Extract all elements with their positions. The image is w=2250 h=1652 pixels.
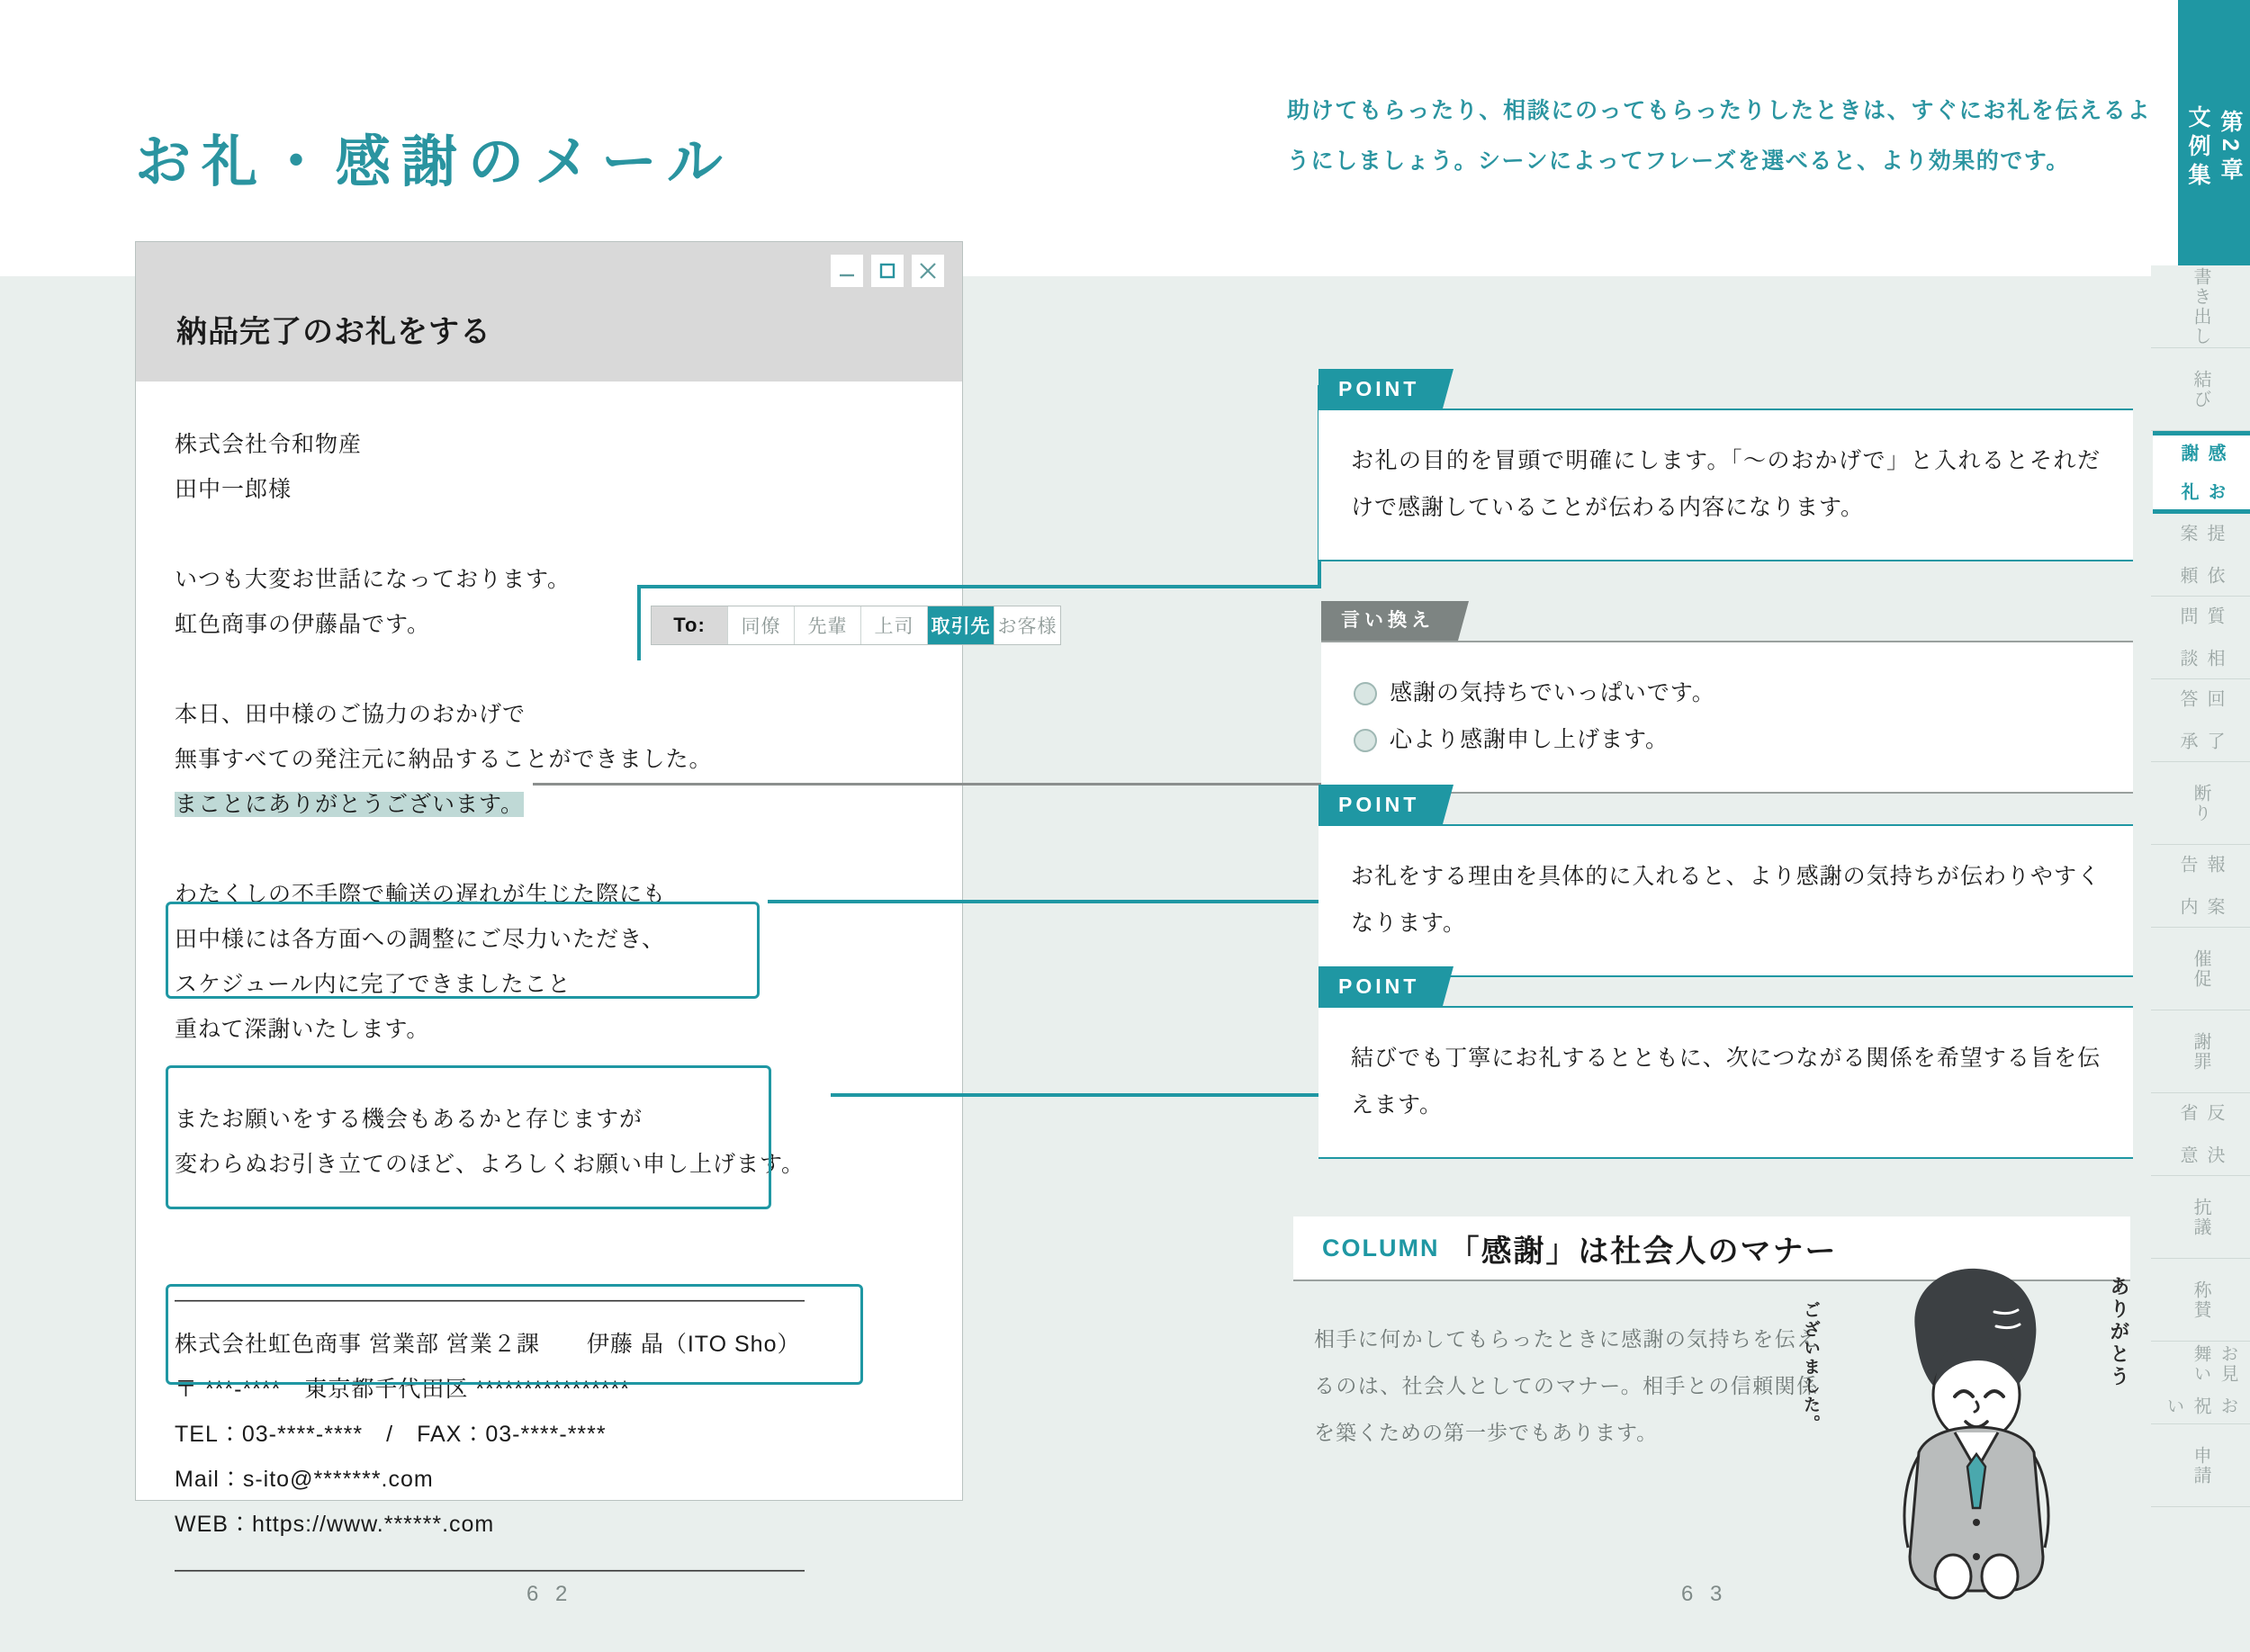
page-number-left: 6 2 xyxy=(526,1582,573,1606)
rail-item-lines xyxy=(2174,845,2228,927)
rail-item-label: 相談 xyxy=(2177,649,2224,669)
column-title: 「感謝」は社会人のマナー xyxy=(1448,1234,1838,1269)
minimize-icon[interactable] xyxy=(831,255,863,287)
rail-item-12[interactable] xyxy=(2151,1259,2250,1342)
signature-line-1: 株式会社虹色商事 営業部 営業２課 伊藤 晶（ITO Sho） xyxy=(175,1332,801,1357)
signature-rule-bottom: ―――――――――――――――――――――――――――― xyxy=(175,1557,805,1582)
rail-item-label: お見舞い xyxy=(2191,1343,2237,1384)
box2-line-3: スケジュール内に完了できましたこと xyxy=(175,972,572,997)
rail-item-8[interactable] xyxy=(2151,928,2250,1010)
box1-line-2: 無事すべての発注元に納品することができました。 xyxy=(175,747,713,772)
after-box2-line: 重ねて深謝いたします。 xyxy=(175,1017,430,1042)
rail-item-6[interactable] xyxy=(2151,762,2250,845)
rail-item-list xyxy=(2151,265,2250,1652)
signature-line-2: 〒 ***-**** 東京都千代田区 **************** xyxy=(175,1377,630,1402)
body-spacer-3 xyxy=(175,827,931,872)
rail-item-label: 質問 xyxy=(2177,606,2224,626)
point-text-1: お礼の目的を冒頭で明確にします。「〜のおかげで」と入れるとそれだけで感謝していることが伝わる内容になります。 xyxy=(1351,448,2101,520)
rail-item-label: 決意 xyxy=(2177,1145,2224,1166)
rail-item-label: 催促 xyxy=(2191,948,2210,989)
page-number-right: 6 3 xyxy=(1681,1582,1728,1606)
rail-item-4[interactable] xyxy=(2151,597,2250,679)
rail-item-lines xyxy=(2174,514,2228,596)
chapter-number: 第2章 xyxy=(2218,110,2243,186)
rail-item-lines xyxy=(2160,1342,2241,1423)
chapter-label: 文例集 xyxy=(2185,104,2210,192)
iikae-phrase-2: 心より感謝申し上げます。 xyxy=(1390,727,1670,752)
point-card-3 xyxy=(1318,1006,2133,1159)
rail-item-label: 了承 xyxy=(2177,732,2224,752)
to-tab-doryo[interactable]: 同僚 xyxy=(727,606,794,644)
rail-item-label: 結び xyxy=(2191,369,2210,409)
page-description: 助けてもらったり、相談にのってもらったりしたときは、すぐにお礼を伝えるようにしましょう。シーンによってフレーズを選べると、より効果的です。 xyxy=(1287,98,2151,174)
to-label: To: xyxy=(652,606,727,644)
connector-box3-to-point3-horiz xyxy=(831,1093,1324,1097)
greeting-line-2: 虹色商事の伊藤晶です。 xyxy=(175,612,431,637)
illustration-text-gozaimashita: ございました。 xyxy=(1801,1301,1820,1433)
iikae-phrase-row-1 xyxy=(1354,669,2101,716)
rail-item-label: 感謝 xyxy=(2178,443,2225,463)
highlight-span: まことにありがとうございます。 xyxy=(175,792,525,817)
to-tab-senpai[interactable]: 先輩 xyxy=(794,606,860,644)
close-icon[interactable] xyxy=(912,255,944,287)
bowing-person-illustration xyxy=(1801,1260,2130,1620)
point-card-2 xyxy=(1318,824,2133,977)
rail-item-10[interactable] xyxy=(2151,1093,2250,1176)
connector-highlight-to-iikae-horiz xyxy=(533,783,1325,786)
rail-item-5[interactable] xyxy=(2151,679,2250,762)
rail-item-label: 抗議 xyxy=(2191,1197,2210,1237)
bowing-person-svg xyxy=(1818,1260,2115,1620)
iikae-tag: 言い換え xyxy=(1321,601,1458,641)
body-spacer-2 xyxy=(175,647,931,692)
point-tag-2: POINT xyxy=(1318,785,1443,824)
highlighted-thanks-line xyxy=(175,782,931,827)
point-text-3: 結びでも丁寧にお礼するとともに、次につながる関係を希望する旨を伝えます。 xyxy=(1351,1046,2101,1118)
point-tag-3: POINT xyxy=(1318,966,1443,1006)
rail-item-label: 書き出し xyxy=(2191,266,2210,346)
column-body-text: 相手に何かしてもらったときに感謝の気持ちを伝えるのは、社会人としてのマナー。相手との信頼関係を築くための第一歩でもあります。 xyxy=(1314,1327,1818,1444)
box3-line-2: 変わらぬお引き立てのほど、よろしくお願い申し上げます。 xyxy=(175,1152,806,1177)
box2-line-2: 田中様には各方面への調整にご尽力いただき、 xyxy=(175,927,666,952)
rail-item-label: お祝い xyxy=(2164,1396,2237,1417)
rail-item-label: 報告 xyxy=(2177,854,2224,875)
rail-item-label: 依頼 xyxy=(2177,566,2224,587)
point-text-2: お礼をする理由を具体的に入れると、より感謝の気持ちが伝わりやすくなります。 xyxy=(1351,864,2101,936)
column-label: COLUMN xyxy=(1322,1234,1440,1261)
iikae-phrase-row-2 xyxy=(1354,716,2101,763)
to-tab-joshi[interactable]: 上司 xyxy=(860,606,927,644)
rail-item-label: 断り xyxy=(2191,783,2210,823)
box3-line-1: またお願いをする機会もあるかと存じますが xyxy=(175,1107,644,1132)
maximize-icon[interactable] xyxy=(871,255,904,287)
to-tab-torihikisaki[interactable]: 取引先 xyxy=(927,606,994,644)
annotation-point-1 xyxy=(1318,369,2133,561)
rail-item-3[interactable] xyxy=(2151,514,2250,597)
annotation-point-3 xyxy=(1318,966,2133,1159)
rail-item-0[interactable] xyxy=(2151,265,2250,348)
chapter-tab[interactable] xyxy=(2178,0,2250,265)
box1-line-1: 本日、田中様のご協力のおかげで xyxy=(175,702,526,727)
annotation-iikae xyxy=(1321,601,2133,794)
box2-line-1: わたくしの不手際で輸送の遅れが生じた際にも xyxy=(175,882,667,907)
callout-box-1 xyxy=(166,902,760,999)
rail-item-label: 提案 xyxy=(2177,523,2224,543)
rail-item-7[interactable] xyxy=(2151,845,2250,928)
rail-item-lines xyxy=(2174,435,2228,509)
rail-item-9[interactable] xyxy=(2151,1010,2250,1093)
chapter-index-rail xyxy=(2151,0,2250,1652)
rail-item-label: お礼 xyxy=(2178,481,2225,502)
page-title: お礼・感謝のメール xyxy=(135,131,734,193)
signature-line-3: TEL：03-****-**** / FAX：03-****-**** xyxy=(175,1422,607,1447)
connector-box1-to-point1-vert xyxy=(637,585,641,660)
rail-item-11[interactable] xyxy=(2151,1176,2250,1259)
iikae-card xyxy=(1321,641,2133,794)
rail-item-lines xyxy=(2174,679,2228,761)
rail-item-lines xyxy=(2174,1093,2228,1175)
point-card-1 xyxy=(1318,409,2133,561)
mail-subject: 納品完了のお礼をする xyxy=(176,315,491,349)
addressee-company: 株式会社令和物産 xyxy=(175,432,363,457)
rail-item-label: 謝罪 xyxy=(2191,1031,2210,1072)
rail-item-label: 案内 xyxy=(2177,897,2224,918)
rail-item-label: 申請 xyxy=(2191,1445,2210,1486)
rail-item-14[interactable] xyxy=(2151,1424,2250,1507)
connector-box2-to-point2-horiz xyxy=(768,900,1324,903)
window-controls xyxy=(831,255,944,287)
signature-rule-top: ―――――――――――――――――――――――――――― xyxy=(175,1287,805,1312)
rail-item-label: 回答 xyxy=(2177,688,2224,709)
body-spacer-1 xyxy=(175,512,931,557)
iikae-phrase-1: 感謝の気持ちでいっぱいです。 xyxy=(1390,680,1715,705)
point-tag-1: POINT xyxy=(1318,369,1443,409)
illustration-text-arigatou: ありがとう xyxy=(2108,1276,2130,1388)
rail-item-1[interactable] xyxy=(2151,348,2250,431)
callout-box-3 xyxy=(166,1284,863,1385)
bullet-icon xyxy=(1354,682,1377,705)
callout-box-2 xyxy=(166,1065,771,1209)
mail-body xyxy=(175,422,931,1592)
addressee-name: 田中一郎様 xyxy=(175,477,292,502)
greeting-line-1: いつも大変お世話になっております。 xyxy=(175,567,572,592)
rail-item-label: 反省 xyxy=(2177,1102,2224,1123)
rail-item-lines xyxy=(2174,597,2228,678)
signature-line-4: Mail：s-ito@*******.com xyxy=(175,1467,434,1492)
rail-item-13[interactable] xyxy=(2151,1342,2250,1424)
mail-window xyxy=(135,241,1058,1582)
annotation-point-2 xyxy=(1318,785,2133,977)
signature-line-5: WEB：https://www.******.com xyxy=(175,1512,495,1537)
connector-box1-to-point1-horiz xyxy=(637,585,1321,588)
rail-item-label: 称賛 xyxy=(2191,1279,2210,1320)
bullet-icon xyxy=(1354,729,1377,752)
rail-item-2[interactable] xyxy=(2153,431,2250,514)
to-tab-okyakusama[interactable]: お客様 xyxy=(994,606,1060,644)
body-spacer-6 xyxy=(175,1232,931,1277)
